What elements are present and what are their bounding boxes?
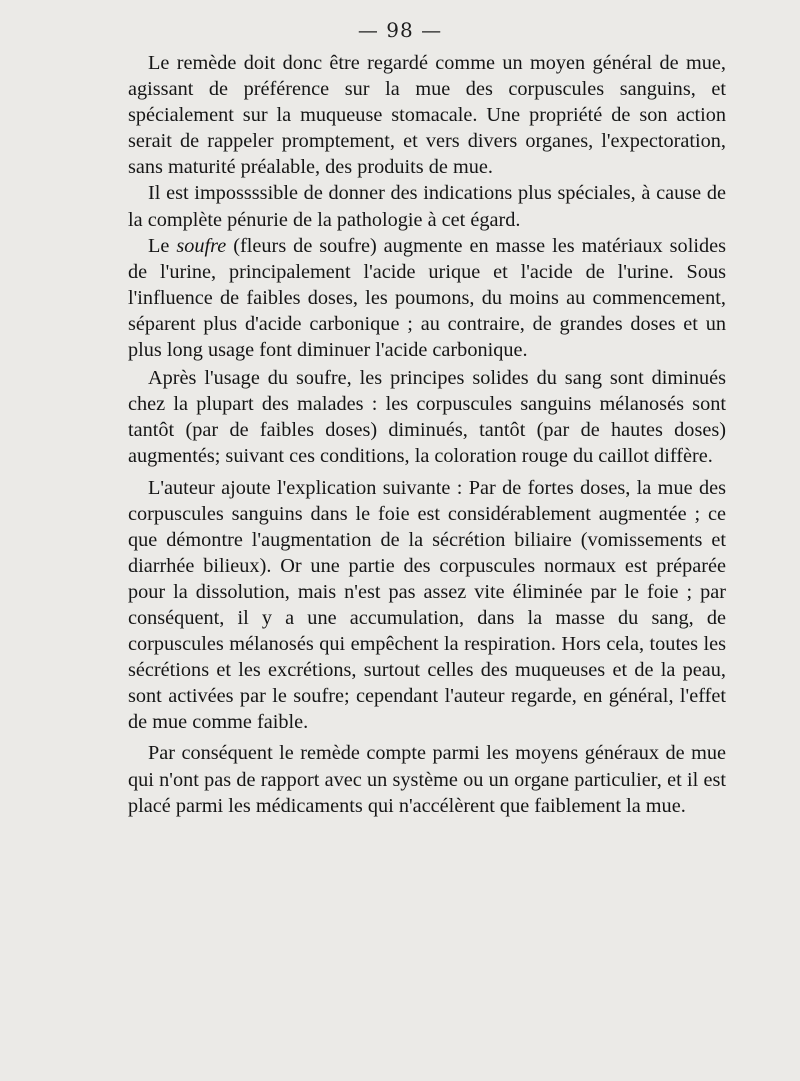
paragraph-3-lead: Le [148, 234, 177, 257]
paragraph-3-italic-term: soufre [176, 234, 227, 257]
paragraph-2: Il est impossssible de donner des indications plus spéciales, à cause de la complète pénurie de la pathologie à cet égard. [128, 182, 726, 231]
paragraph-4: Après l'usage du soufre, les principes solides du sang sont diminués chez la plupart des malades : les corpuscules sanguins mélanosés sont tantôt (par de faibles doses) diminués, tantôt (par de hautes doses) augmentés; suivant ces conditions, la coloration rouge du caillot diffère. [128, 367, 726, 468]
paragraph-5: L'auteur ajoute l'explication suivante : Par de fortes doses, la mue des corpuscules sanguins dans le foie est considérablement augmentée ; ce que démontre l'augmentation de la sécrétion biliaire (vomissements et diarrhée bilieux). Or une partie des corpuscules normaux est préparée pour la dissolution, mais n'est pas assez vite éliminée par le foie ; par conséquent, il y a une accumulation, dans la masse du sang, de corpuscules mélanosés qui empêchent la respiration. Hors cela, toutes les sécrétions et les excrétions, surtout celles des muqueuses et de la peau, sont activées par le soufre; cependant l'auteur regarde, en général, l'effet de mue comme faible. [128, 476, 726, 734]
body-text [128, 50, 726, 819]
paragraph-6: Par conséquent le remède compte parmi les moyens généraux de mue qui n'ont pas de rapport avec un système ou un organe particulier, et il est placé parmi les médicaments qui n'accélèrent que faiblement la mue. [128, 742, 726, 817]
paragraph-3 [128, 233, 726, 363]
paragraph-3-body: (fleurs de soufre) augmente en masse les matériaux solides de l'urine, principalement l'acide urique et l'acide de l'urine. Sous l'influence de faibles doses, les poumons, du moins au commencement, séparent plus d'acide carbonique ; au contraire, de grandes doses et un plus long usage font diminuer l'acide carbonique. [128, 234, 726, 362]
paragraph-1: Le remède doit donc être regardé comme un moyen général de mue, agissant de préférence sur la mue des corpuscules sanguins, et spécialement sur la muqueuse stomacale. Une propriété de son action serait de rappeler promptement, et vers divers organes, l'expectoration, sans maturité préalable, des produits de mue. [128, 52, 726, 179]
page-number: — 98 — [357, 18, 443, 42]
